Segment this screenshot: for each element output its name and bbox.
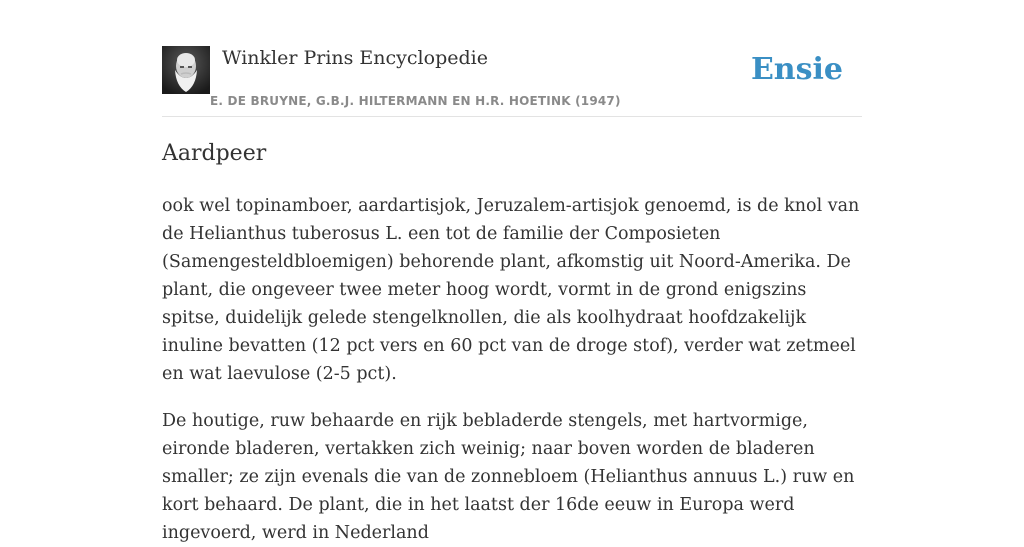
publication-title[interactable]: Winkler Prins Encyclopedie: [222, 47, 488, 69]
article: [162, 139, 862, 547]
article-paragraph-2: De houtige, ruw behaarde en rijk bebladerde stengels, met hartvormige, eironde bladeren, vertakken zich weinig; naar boven worden de bladeren smaller; ze zijn evenals die van de zonnebloem (Helianthus annuus L.) ruw en kort behaard. De plant, die in het laatst der 16de eeuw in Europa werd ingevoerd, werd in Nederland: [162, 411, 855, 543]
authors-line: E. DE BRUYNE, G.B.J. HILTERMANN EN H.R. HOETINK (1947): [210, 94, 621, 108]
brand-logo-link[interactable]: Ensie: [750, 52, 843, 87]
bearded-man-portrait-icon: [162, 46, 210, 94]
header: [162, 46, 862, 117]
author-avatar[interactable]: [162, 46, 210, 94]
article-paragraph-1: ook wel topinamboer, aardartisjok, Jeruzalem-artisjok genoemd, is de knol van de Helianthus tuberosus L. een tot de familie der Composieten (Samengesteldbloemigen) behorende plant, afkomstig uit Noord-Amerika. De plant, die ongeveer twee meter hoog wordt, vormt in de grond enigszins spitse, duidelijk gelede stengelknollen, die als koolhydraat hoofdzakelijk inuline bevatten (12 pct vers en 60 pct van de droge stof), verder wat zetmeel en wat laevulose (2-5 pct).: [162, 196, 860, 384]
article-title: Aardpeer: [162, 141, 267, 166]
